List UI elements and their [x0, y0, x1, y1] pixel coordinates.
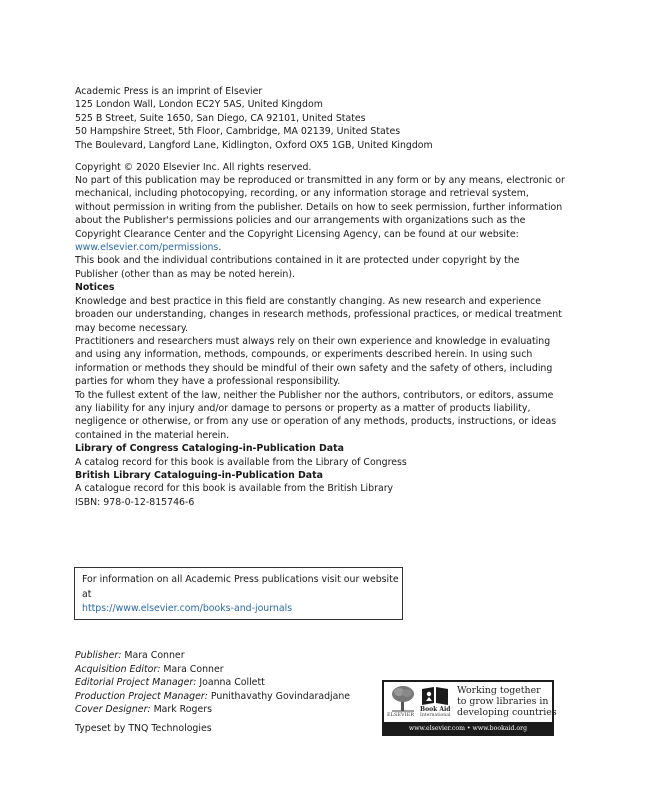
- credit-role: Editorial Project Manager:: [75, 677, 197, 688]
- credit-name: Mark Rogers: [150, 704, 212, 715]
- credits-block: [75, 649, 350, 717]
- elsevier-label: ELSEVIER: [387, 712, 415, 718]
- address-line: Academic Press is an imprint of Elsevier: [75, 86, 263, 97]
- notices-paragraph-1: Knowledge and best practice in this field are constantly changing. As new research and experience broaden our understanding, changes in research methods, professional practices, or medical treatment may become necessary.: [75, 295, 562, 334]
- address-line: 125 London Wall, London EC2Y 5AS, United Kingdom: [75, 99, 323, 111]
- bl-heading: British Library Cataloguing-in-Publication Data: [75, 469, 323, 481]
- tagline-line: to grow libraries in: [457, 696, 549, 707]
- loc-heading: Library of Congress Cataloging-in-Publication Data: [75, 443, 344, 455]
- notices-paragraph-2: Practitioners and researchers must always rely on their own experience and knowledge in evaluating and using any information, methods, compounds, or experiments described herein. In using such information or methods they should be mindful of their own safety and the safety of others, including parties for whom they have a professional responsibility.: [75, 335, 553, 388]
- credit-role: Cover Designer:: [75, 704, 151, 715]
- permissions-paragraph: [75, 174, 565, 254]
- logo-footer-urls: www.elsevier.com • www.bookaid.org: [408, 725, 528, 732]
- credit-name: Joanna Collett: [196, 677, 265, 688]
- copyright-page: [75, 85, 565, 509]
- permissions-link[interactable]: www.elsevier.com/permissions: [75, 242, 219, 254]
- credit-name: Punithavathy Govindaradjane: [207, 690, 351, 702]
- credit-line: [75, 690, 350, 704]
- permissions-end: .: [218, 242, 222, 254]
- loc-text: A catalog record for this book is available from the Library of Congress: [75, 456, 407, 468]
- book-aid-sublabel: International: [420, 713, 451, 718]
- tagline-line: developing countries: [457, 707, 557, 718]
- address-line: 50 Hampshire Street, 5th Floor, Cambridge, MA 02139, United States: [75, 126, 401, 138]
- info-box: [74, 567, 403, 620]
- tagline-line: Working together: [457, 685, 541, 696]
- address-line: The Boulevard, Langford Lane, Kidlington, Oxford OX5 1GB, United Kingdom: [75, 139, 433, 151]
- book-aid-icon: [420, 685, 450, 706]
- elsevier-tree-icon: [390, 685, 416, 712]
- credit-role: Publisher:: [75, 650, 122, 661]
- typeset-line: Typeset by TNQ Technologies: [75, 723, 212, 734]
- books-journals-link[interactable]: https://www.elsevier.com/books-and-journals: [82, 603, 293, 614]
- credit-line: [75, 676, 350, 690]
- bl-text: A catalogue record for this book is available from the British Library: [75, 483, 394, 495]
- credit-line: [75, 649, 350, 663]
- logo-panel: [384, 682, 557, 722]
- credit-name: Mara Conner: [121, 650, 185, 661]
- copyright-line: Copyright © 2020 Elsevier Inc. All rights reserved.: [75, 161, 312, 173]
- credit-line: [75, 663, 350, 677]
- credit-line: [75, 703, 350, 717]
- protection-paragraph: This book and the individual contributions contained in it are protected under copyright by the Publisher (other than as may be noted herein).: [75, 255, 520, 280]
- credit-role: Acquisition Editor:: [75, 663, 161, 675]
- address-line: 525 B Street, Suite 1650, San Diego, CA 92101, United States: [75, 112, 366, 124]
- isbn: ISBN: 978-0-12-815746-6: [75, 496, 195, 508]
- logo-tagline: [457, 685, 557, 718]
- book-aid-label: Book Aid: [420, 706, 451, 713]
- notices-paragraph-3: To the fullest extent of the law, neither the Publisher nor the authors, contributors, or editors, assume any liability for any injury and/or damage to persons or property as a matter of products liability, negligence or otherwise, or from any use or operation of any methods, products, instructions, or ideas contained in the material herein.: [75, 389, 557, 441]
- permissions-text: No part of this publication may be reproduced or transmitted in any form or by any means, electronic or mechanical, including photocopying, recording, or any information storage and retrieval system, without permission in writing from the publisher. Details on how to seek permission, further information about the Publisher's permissions policies and our arrangements with organizations such as the Copyright Clearance Center and the Copyright Licensing Agency, can be found at our website:: [75, 175, 565, 240]
- credit-role: Production Project Manager:: [75, 690, 208, 702]
- info-box-text: For information on all Academic Press publications visit our website at: [82, 574, 399, 600]
- publisher-address-block: [75, 85, 565, 152]
- credit-name: Mara Conner: [160, 663, 224, 675]
- book-aid-logo: [382, 680, 557, 736]
- notices-heading: Notices: [75, 282, 115, 294]
